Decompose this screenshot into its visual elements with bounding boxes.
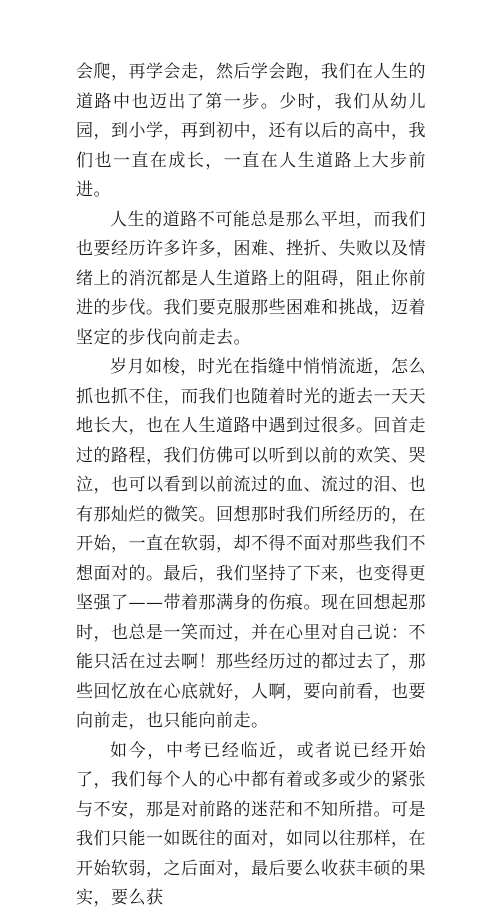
paragraph-3: 岁月如梭，时光在指缝中悄悄流逝，怎么抓也抓不住，而我们也随着时光的逝去一天天地长大，也在人生道路中遇到过很多。回首走过的路程，我们仿佛可以听到以前的欢笑、哭泣，也可以看到以前流过的血、流过的泪、也有那灿烂的微笑。回想那时我们所经历的，在开始，一直在软弱，却不得不面对那些我们不想面对的。最后，我们坚持了下来，也变得更坚强了——带着那满身的伤痕。现在回想起那时，也总是一笑而过，并在心里对自己说：不能只活在过去啊！那些经历过的都过去了，那些回忆放在心底就好，人啊，要向前看，也要向前走，也只能向前走。 [76, 357, 426, 731]
paragraph-2: 人生的道路不可能总是那么平坦，而我们也要经历许多许多，困难、挫折、失败以及情绪上的消沉都是人生道路上的阻碍，阻止你前进的步伐。我们要克服那些困难和挑战，迈着坚定的步伐向前走去。 [76, 209, 426, 348]
document-page [76, 58, 426, 914]
paragraph-4: 如今，中考已经临近，或者说已经开始了，我们每个人的心中都有着或多或少的紧张与不安，那是对前路的迷茫和不知所措。可是我们只能一如既往的面对，如同以往那样，在开始软弱，之后面对，最后要么收获丰硕的果实，要么获 [76, 740, 426, 908]
paragraph-1: 会爬，再学会走，然后学会跑，我们在人生的道路中也迈出了第一步。少时，我们从幼儿园，到小学，再到初中，还有以后的高中，我们也一直在成长，一直在人生道路上大步前进。 [76, 62, 426, 200]
